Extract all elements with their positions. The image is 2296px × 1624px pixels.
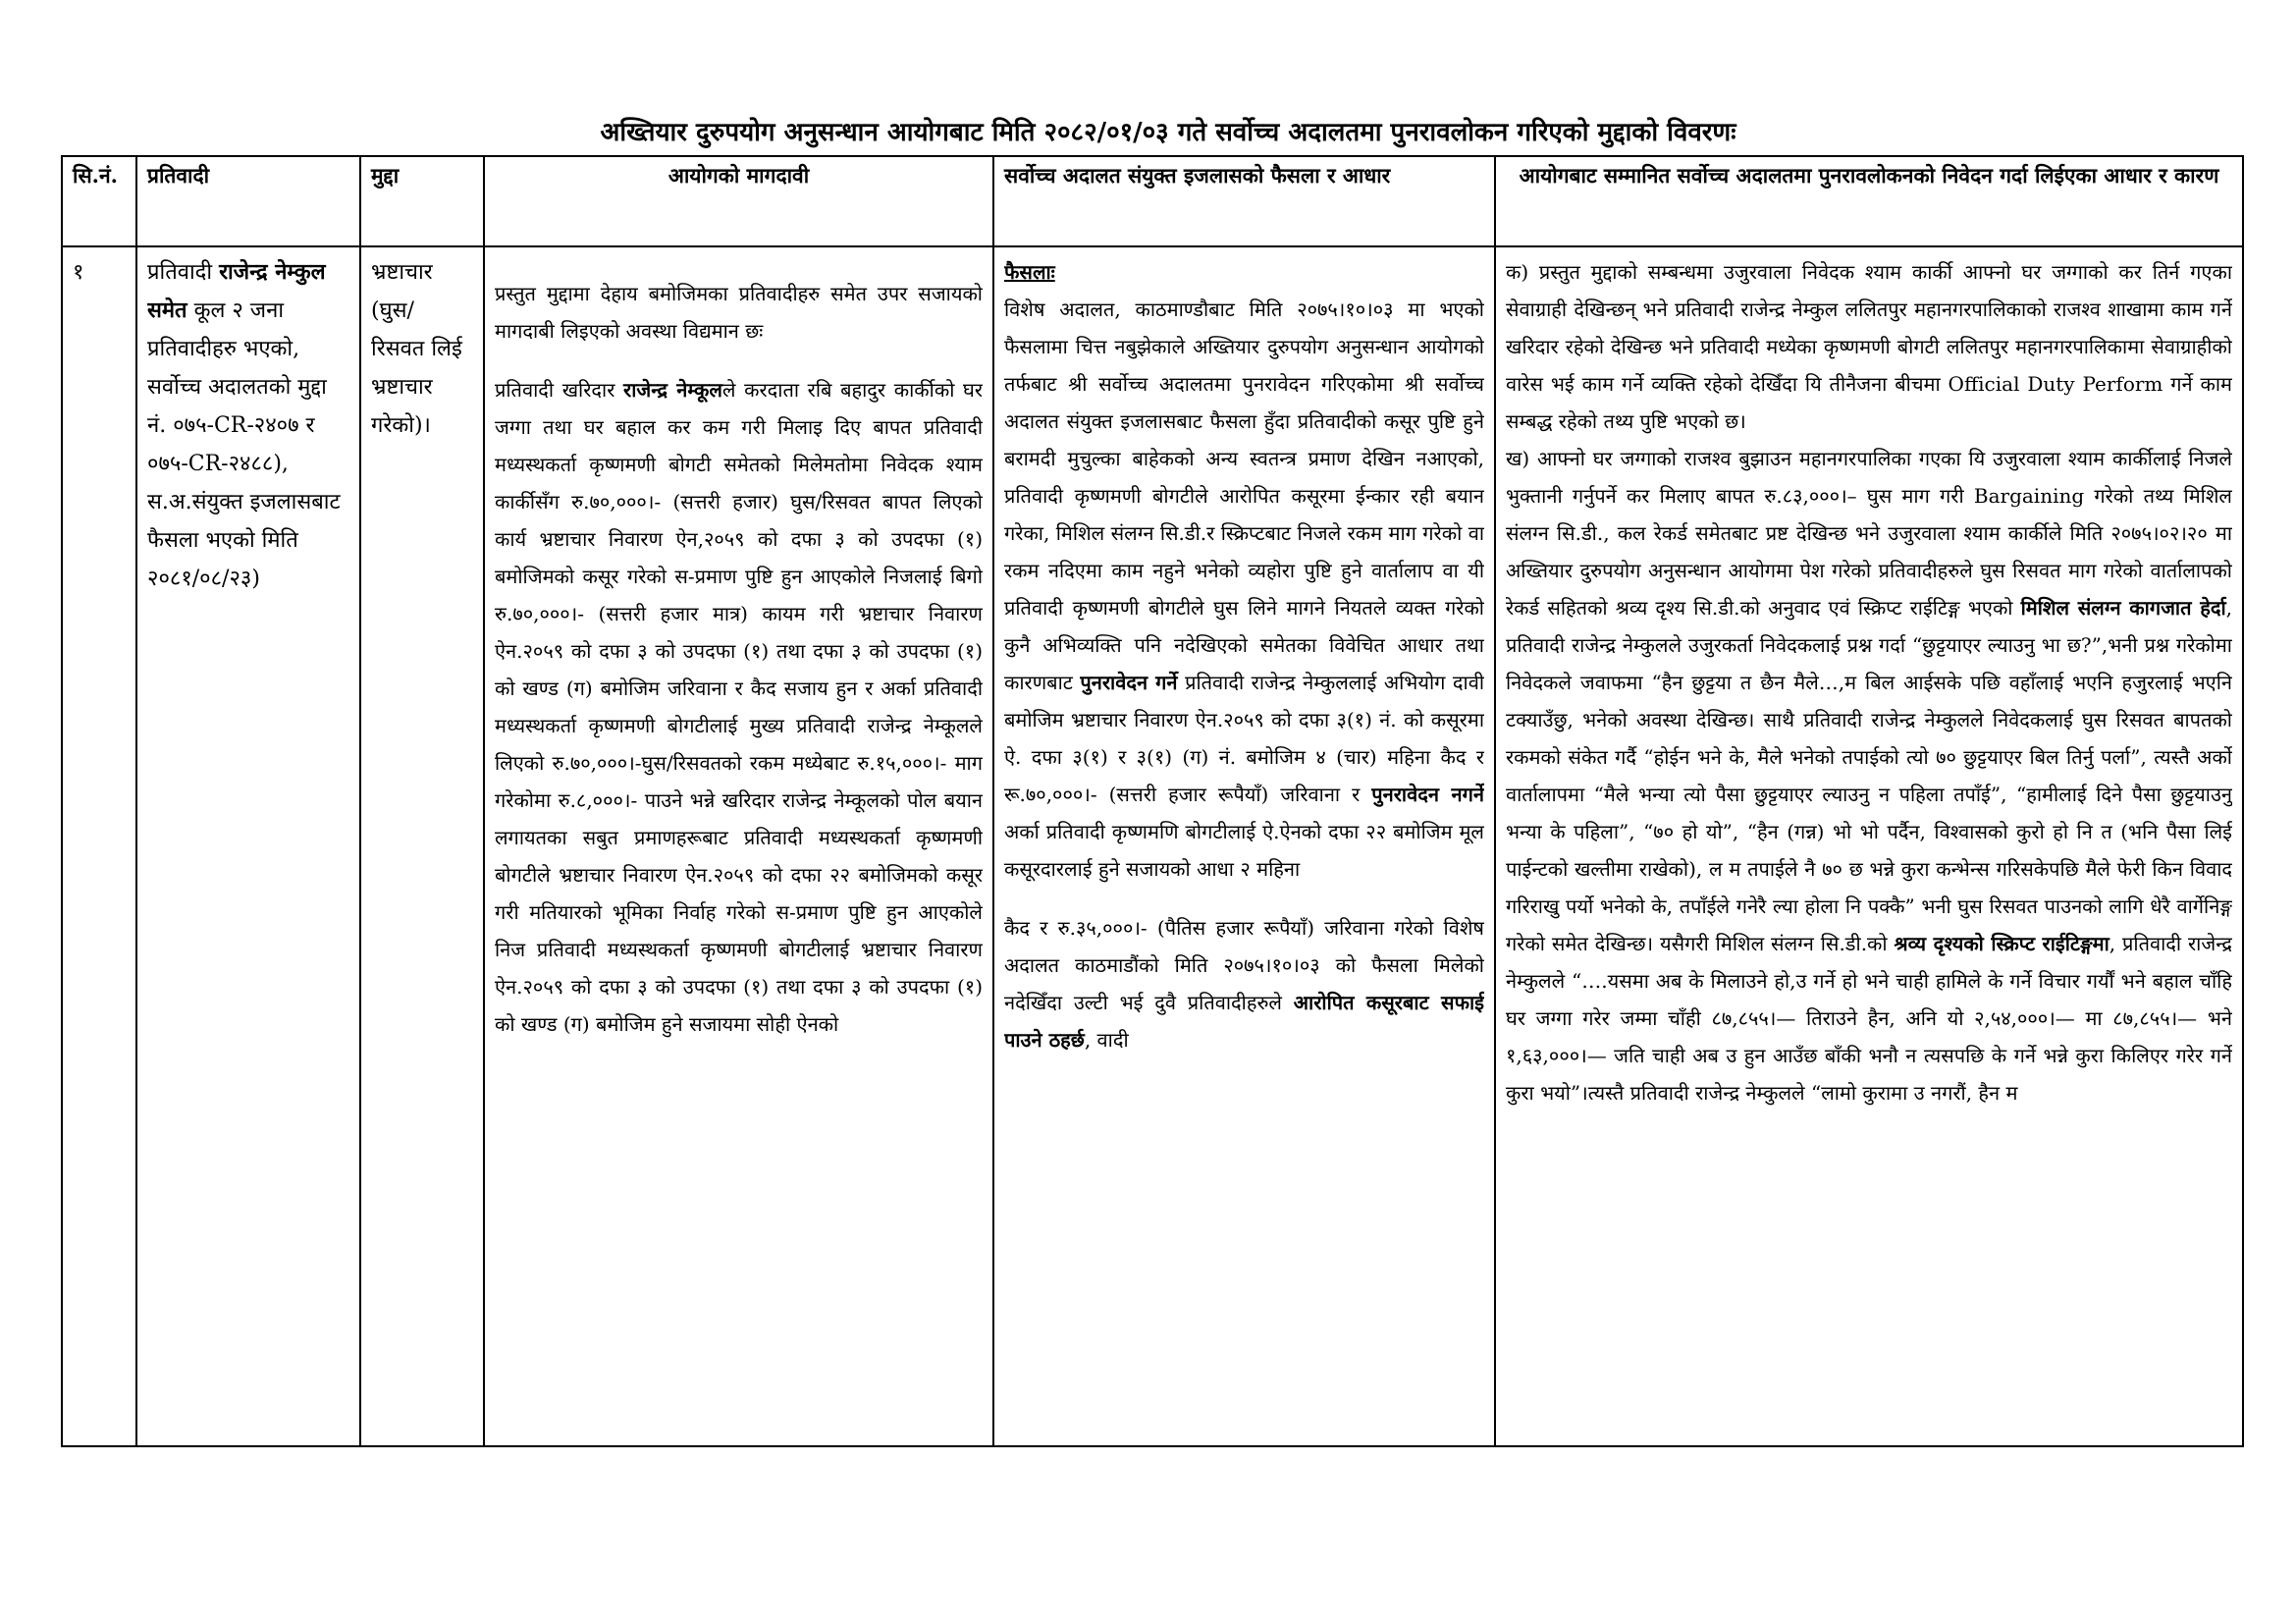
verdict-b3: आरोपित कसूरबाट सफाई पाउने ठहर्छ — [1004, 991, 1484, 1052]
case-details-table — [61, 155, 2244, 1447]
reason-b-bold-1: मिशिल संलग्न कागजात हेर्दा — [2020, 596, 2226, 620]
verdict-t1: विशेष अदालत, काठमाण्डौबाट मिति २०७५।१०।०३ मा भएको फैसलामा चित्त नबुझेकाले अख्तियार दुरुपयोग अनुसन्धान आयोगको तर्फबाट श्री सर्वोच्च अदालतमा पुनरावेदन गरिएकोमा श्री सर्वोच्च अदालत संयुक्त इजलासबाट फैसला हुँदा प्रतिवादीको कसूर पुष्टि हुने बरामदी मुचुल्का बाहेकको अन्य स्वतन्त्र प्रमाण देखिन नआएको, प्रतिवादी कृष्णमणी बोगटीले आरोपित कसूरमा ईन्कार रही बयान गरेका, मिशिल संलग्न सि.डी.र स्क्रिप्टबाट निजले रकम माग गरेको वा रकम नदिएमा काम नहुने भनेको व्यहोरा पुष्टि हुने वार्तालाप वा यी प्रतिवादी कृष्णमणी बोगटीले घुस लिने मागने नियतले व्यक्त गरेको कुनै अभिव्यक्ति पनि नदेखिएको समेतका विवेचित आधार तथा कारणबाट — [1004, 298, 1484, 694]
claim-paragraph-2 — [495, 371, 983, 1043]
reason-b — [1506, 440, 2232, 1111]
cell-defendant — [136, 246, 360, 1446]
cell-reasons — [1495, 246, 2243, 1446]
verdict-paragraph-2 — [1004, 909, 1484, 1058]
header-defendant: प्रतिवादी — [136, 156, 360, 246]
header-reasons: आयोगबाट सम्मानित सर्वोच्च अदालतमा पुनरावलोकनको निवेदन गर्दा लिईएका आधार र कारण — [1495, 156, 2243, 246]
sn-value: १ — [73, 260, 84, 285]
case-text: भ्रष्टाचार (घुस/ रिसवत लिई भ्रष्टाचार गरेको)। — [371, 260, 462, 438]
header-claim: आयोगको मागदावी — [484, 156, 993, 246]
defendant-name: राजेन्द्र नेम्कुल समेत — [147, 259, 326, 323]
reasons-text — [1506, 253, 2232, 1437]
verdict-b1: पुनरावेदन गर्ने — [1080, 671, 1178, 694]
claim-p2-post: ले करदाता रबि बहादुर कार्कीको घर जग्गा तथा घर बहाल कर कम गरी मिलाइ दिए बापत प्रतिवादी मध्यस्थकर्ता कृष्णमणी बोगटी समेतको मिलेमतोमा निवेदक श्याम कार्कीसँग रु.७०,०००।- (सत्तरी हजार) घुस/रिसवत बापत लिएको कार्य भ्रष्टाचार निवारण ऐन,२०५९ को दफा ३ को उपदफा (१) बमोजिमको कसूर गरेको स-प्रमाण पुष्टि हुन आएकोले निजलाई बिगो रु.७०,०००।- (सत्तरी हजार मात्र) कायम गरी भ्रष्टाचार निवारण ऐन.२०५९ को दफा ३ को उपदफा (१) तथा दफा ३ को उपदफा (१) को खण्ड (ग) बमोजिम जरिवाना र कैद सजाय हुन र अर्का प्रतिवादी मध्यस्थकर्ता कृष्णमणी बोगटीलाई मुख्य प्रतिवादी राजेन्द्र नेम्कूलले लिएको रु.७०,०००।-घुस/रिसवतको रकम मध्येबाट रु.१५,०००।- माग गरेकोमा रु.८,०००।- पाउने भन्ने खरिदार राजेन्द्र नेम्कूलको पोल बयान लगायतका सबुत प्रमाणहरूबाट प्रतिवादी मध्यस्थकर्ता कृष्णमणी बोगटीले भ्रष्टाचार निवारण ऐन.२०५९ को दफा २२ बमोजिमको कसूर गरी मतियारको भूमिका निर्वाह गरेको स-प्रमाण पुष्टि हुन आएकोले निज प्रतिवादी मध्यस्थकर्ता कृष्णमणी बोगटीलाई भ्रष्टाचार निवारण ऐन.२०५९ को दफा ३ को उपदफा (१) तथा दफा ३ को उपदफा (१) को खण्ड (ग) बमोजिम हुने सजायमा सोही ऐनको — [495, 378, 983, 1036]
table-row — [62, 246, 2243, 1446]
header-case: मुद्दा — [360, 156, 484, 246]
reason-a: क) प्रस्तुत मुद्दाको सम्बन्धमा उजुरवाला निवेदक श्याम कार्की आफ्नो घर जग्गाको कर तिर्न गएका सेवाग्राही देखिन्छन् भने प्रतिवादी राजेन्द्र नेम्कुल ललितपुर महानगरपालिकाको राजश्व शाखामा काम गर्ने खरिदार रहेको देखिन्छ भने प्रतिवादी मध्येका कृष्णमणी बोगटी ललितपुर महानगरपालिकामा सेवाग्राहीको वारेस भई काम गर्ने व्यक्ति रहेको देखिँदा यि तीनैजना बीचमा Official Duty Perform गर्ने काम सम्बद्ध रहेको तथ्य पुष्टि भएको छ। — [1506, 260, 2232, 433]
header-verdict: सर्वोच्च अदालत संयुक्त इजलासको फैसला र आधार — [993, 156, 1495, 246]
reason-b-bold-2: श्रव्य दृश्यको स्क्रिप्ट राईटिङ्गमा — [1894, 932, 2109, 955]
verdict-t2: प्रतिवादी राजेन्द्र नेम्कुललाई अभियोग दावी बमोजिम भ्रष्टाचार निवारण ऐन.२०५९ को दफा ३(१) नं. को कसूरमा ऐ. दफा ३(१) र ३(१) (ग) नं. बमोजिम ४ (चार) महिना कैद र रू.७०,०००।- (सत्तरी हजार रूपैयाँ) जरिवाना र — [1004, 671, 1484, 806]
verdict-text — [1004, 253, 1484, 1437]
claim-p2-name: राजेन्द्र नेम्कूल — [623, 378, 722, 402]
claim-p2-pre: प्रतिवादी खरिदार — [495, 378, 624, 402]
reason-b-mid: , प्रतिवादी राजेन्द्र नेम्कुलले उजुरकर्ता निवेदकलाई प्रश्न गर्दा “छुट्टयाएर ल्याउनु भा छ?”,भनी प्रश्न गरेकोमा निवेदकले जवाफमा “हैन छुट्टया त छैन मैले…,म बिल आईसके पछि वहाँलाई भएनि हजुरलाई भएनि टक्याउँछु, भनेको अवस्था देखिन्छ। साथै प्रतिवादी राजेन्द्र नेम्कुलले निवेदकलाई घुस रिसवत बापतको रकमको संकेत गर्दै “होईन भने के, मैले भनेको तपाईको त्यो ७० छुट्टयाएर बिल तिर्नु पर्ला”, त्यस्तै अर्को वार्तालापमा “मैले भन्या त्यो पैसा छुट्टयाएर ल्याउनु न पहिला तपाँई”, “हामीलाई दिने पैसा छुट्टयाउनु भन्या के पहिला”, “७० हो यो”, “हैन (गन्न) भो भो पर्दैन, विश्वासको कुरो हो नि त (भनि पैसा लिई पाईन्टको खल्तीमा राखेको), ल म तपाईले नै ७० छ भन्ने कुरा कन्भेन्स गरिसकेपछि मैले फेरी किन विवाद गरिराखु पर्यो भनेको के, तपाँईले गनेरै ल्या होला नि पक्कै” भनी घुस रिसवत पाउनको लागि धेरै वार्गेनिङ्ग गरेको समेत देखिन्छ। यसैगरी मिशिल संलग्न सि.डी.को — [1506, 596, 2232, 955]
verdict-t5: , वादी — [1084, 1028, 1129, 1052]
verdict-heading: फैसलाः — [1004, 260, 1055, 284]
defendant-post: कूल २ जना प्रतिवादीहरु भएको, सर्वोच्च अदालतको मुद्दा नं. ०७५-CR-२४०७ र ०७५-CR-२४८८), स.अ.संयुक्त इजलासबाट फैसला भएको मिति २०८१/०८/२३) — [147, 298, 341, 591]
verdict-t3: अर्का प्रतिवादी कृष्णमणि बोगटीलाई ऐ.ऐनको दफा २२ बमोजिम मूल कसूरदारलाई हुने सजायको आधा २ महिना — [1004, 820, 1484, 881]
cell-verdict — [993, 246, 1495, 1446]
reason-b-pre: ख) आफ्नो घर जग्गाको राजश्व बुझाउन महानगरपालिका गएका यि उजुरवाला श्याम कार्कीलाई निजले भुक्तानी गर्नुपर्ने कर मिलाए बापत रु.८३,०००।– घुस माग गरी Bargaining गरेको तथ्य मिशिल संलग्न सि.डी., कल रेकर्ड समेतबाट प्रष्ट देखिन्छ भने उजुरवाला श्याम कार्कीले मिति २०७५।०२।२० मा अख्तियार दुरुपयोग अनुसन्धान आयोगमा पेश गरेको प्रतिवादीहरुले घुस रिसवत माग गरेको वार्तालापको रेकर्ड सहितको श्रव्य दृश्य सि.डी.को अनुवाद एवं स्क्रिप्ट राईटिङ्ग भएको — [1506, 447, 2232, 620]
defendant-pre: प्रतिवादी — [147, 260, 220, 285]
cell-case — [360, 246, 484, 1446]
verdict-b2: पुनरावेदन नगर्ने — [1371, 783, 1484, 806]
table-header-row — [62, 156, 2243, 246]
page-title: अख्तियार दुरुपयोग अनुसन्धान आयोगबाट मिति २०८२/०१/०३ गते सर्वोच्च अदालतमा पुनरावलोकन गरिएको मुद्दाको विवरणः — [600, 118, 1736, 147]
cell-sn — [62, 246, 136, 1446]
header-sn: सि.नं. — [62, 156, 136, 246]
claim-text — [495, 253, 983, 1437]
defendant-text — [147, 253, 349, 1437]
cell-claim — [484, 246, 993, 1446]
reason-b-post: , प्रतिवादी राजेन्द्र नेम्कुलले “….यसमा अब के मिलाउने हो,उ गर्ने हो भने चाही हामिले के गर्ने विचार गर्यौं भने बहाल चाँहि घर जग्गा गरेर जम्मा चाँही ८७,८५५।— तिराउने हैन, अनि यो २,५४,०००।— मा ८७,८५५।— भने १,६३,०००।— जति चाही अब उ हुन आउँछ बाँकी भनौ न त्यसपछि के गर्ने भन्ने कुरा किलिएर गरेर गर्ने कुरा भयो”।त्यस्तै प्रतिवादी राजेन्द्र नेम्कुलले “लामो कुरामा उ नगरौं, हैन म — [1506, 932, 2232, 1105]
verdict-paragraph-1 — [1004, 291, 1484, 888]
claim-paragraph-1: प्रस्तुत मुद्दामा देहाय बमोजिमका प्रतिवादीहरु समेत उपर सजायको मागदाबी लिइएको अवस्था विद्यमान छः — [495, 282, 983, 343]
verdict-t4: कैद र रु.३५,०००।- (पैतिस हजार रूपैयाँ) जरिवाना गरेको विशेष अदालत काठमाडौंको मिति २०७५।१०।०३ को फैसला मिलेको नदेखिँदा उल्टी भई दुवै प्रतिवादीहरुले — [1004, 916, 1484, 1014]
